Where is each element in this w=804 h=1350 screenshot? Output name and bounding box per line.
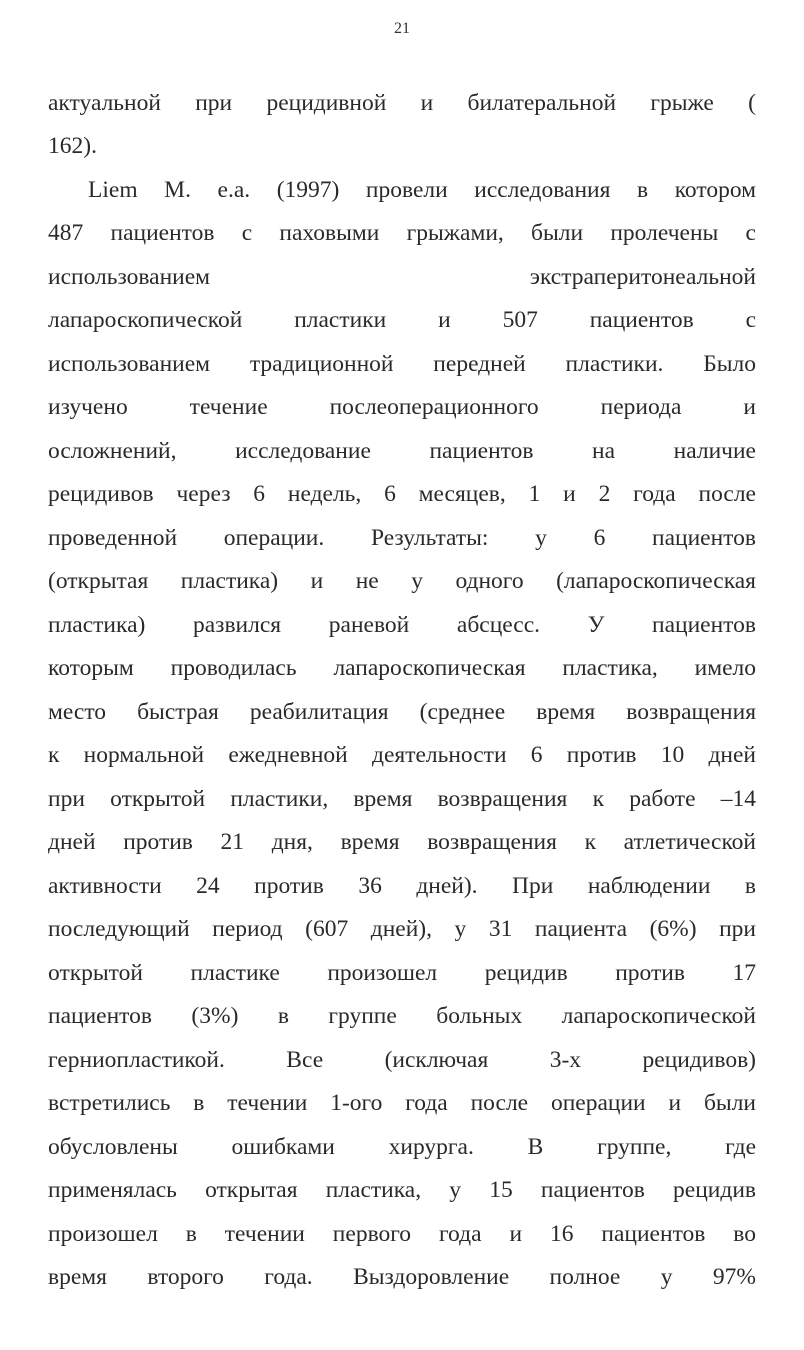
text-line: активности 24 против 36 дней). При наблюдении в — [48, 873, 756, 899]
text-line: герниопластикой. Все (исключая 3-х рецидивов) — [48, 1047, 756, 1073]
text-line: открытой пластике произошел рецидив против 17 — [48, 960, 756, 986]
text-line: место быстрая реабилитация (среднее время возвращения — [48, 699, 756, 725]
text-line: рецидивов через 6 недель, 6 месяцев, 1 и 2 года после — [48, 481, 756, 507]
text-line: применялась открытая пластика, у 15 пациентов рецидив — [48, 1177, 756, 1203]
text-line: использованием традиционной передней пластики. Было — [48, 351, 756, 377]
page-number: 21 — [394, 20, 410, 37]
text-line: лапароскопической пластики и 507 пациентов с — [48, 307, 756, 333]
text-line: Liem M. e.a. (1997) провели исследования в котором — [88, 177, 756, 203]
text-line: актуальной при рецидивной и билатеральной грыже ( — [48, 90, 756, 116]
text-line: изучено течение послеоперационного периода и — [48, 394, 756, 420]
text-line: дней против 21 дня, время возвращения к атлетической — [48, 829, 756, 855]
text-line: осложнений, исследование пациентов на наличие — [48, 438, 756, 464]
text-line: пациентов (3%) в группе больных лапароскопической — [48, 1003, 756, 1029]
text-line: проведенной операции. Результаты: у 6 пациентов — [48, 525, 756, 551]
text-line: произошел в течении первого года и 16 пациентов во — [48, 1221, 756, 1247]
text-line: которым проводилась лапароскопическая пластика, имело — [48, 655, 756, 681]
text-line: время второго года. Выздоровление полное у 97% — [48, 1264, 756, 1290]
text-line: встретились в течении 1-ого года после операции и были — [48, 1090, 756, 1116]
text-line: (открытая пластика) и не у одного (лапароскопическая — [48, 568, 756, 594]
text-line: к нормальной ежедневной деятельности 6 против 10 дней — [48, 742, 756, 768]
text-line: 487 пациентов с паховыми грыжами, были пролечены с — [48, 220, 756, 246]
text-line: при открытой пластики, время возвращения к работе –14 — [48, 786, 756, 812]
text-line: последующий период (607 дней), у 31 пациента (6%) при — [48, 916, 756, 942]
text-line: 162). — [48, 133, 97, 159]
text-line: пластика) развился раневой абсцесс. У пациентов — [48, 612, 756, 638]
text-line: использованием экстраперитонеальной — [48, 264, 756, 290]
text-line: обусловлены ошибками хирурга. В группе, где — [48, 1134, 756, 1160]
